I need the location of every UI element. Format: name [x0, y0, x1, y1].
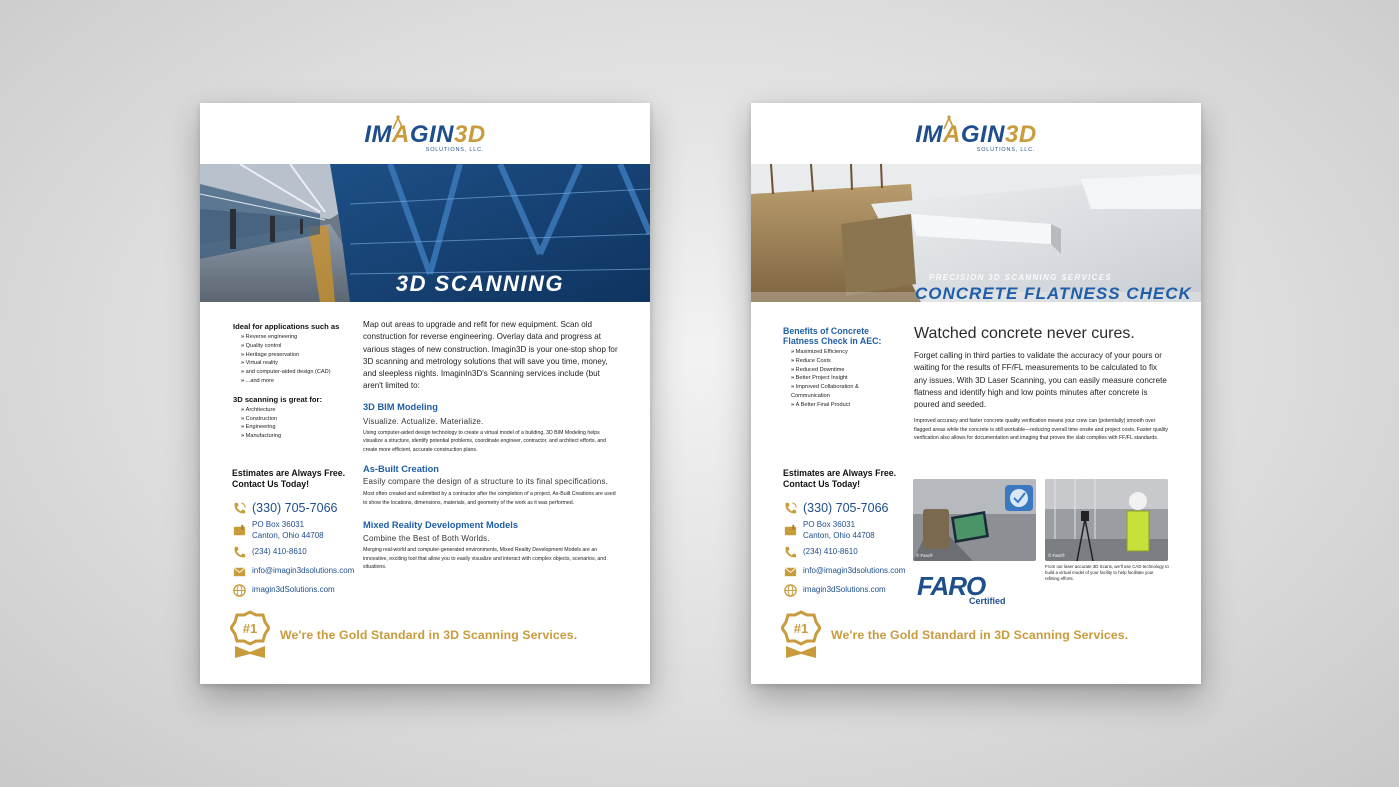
- site-scan-photo: [1045, 479, 1168, 561]
- footer-tagline-bar: [230, 610, 577, 660]
- phone-icon: [232, 545, 247, 560]
- section-subline: Easily compare the design of a structure to its final specifications.: [363, 477, 609, 487]
- flyer-concrete-flatness: [751, 103, 1201, 684]
- contact-address: PO Box 36031 Canton, Ohio 44708: [783, 520, 913, 541]
- list-item: » Improved Collaboration & Communication: [791, 383, 861, 401]
- phone-icon: [783, 545, 798, 560]
- tablet-scan-photo: [913, 479, 1036, 561]
- compass-icon: [390, 115, 406, 129]
- great-heading: 3D scanning is great for:: [233, 394, 323, 404]
- contact-phone-main[interactable]: (330) 705-7066: [232, 501, 362, 516]
- brand-logo: IMAGIN3D SOLUTIONS, LLC.: [200, 121, 650, 153]
- photo-tag: © Faro®: [916, 552, 933, 558]
- hero-title: CONCRETE FLATNESS CHECK: [915, 284, 1192, 303]
- section-heading: 3D BIM Modeling: [363, 401, 438, 412]
- globe-icon: [783, 583, 798, 598]
- photo-caption: From our laser accurate 3D Scans, we'll use CAD technology to build a virtual model of your facility to help facilitate your refitting efforts.: [1045, 564, 1169, 582]
- contact-block: [783, 501, 913, 602]
- section-heading: Mixed Reality Development Models: [363, 520, 518, 531]
- footer-tagline: We're the Gold Standard in 3D Scanning Services.: [280, 628, 578, 642]
- globe-icon: [232, 583, 247, 598]
- hero-kicker: PRECISION 3D SCANNING SERVICES: [929, 273, 1113, 282]
- list-item: » Reduced Downtime: [791, 366, 903, 375]
- list-item: » Architecture: [241, 406, 353, 415]
- contact-phone-alt[interactable]: (234) 410-8610: [783, 545, 913, 560]
- list-item: » ...and more: [241, 377, 353, 386]
- list-item: » Reverse engineering: [241, 333, 353, 342]
- section-body: Merging real-world and computer-generated environments, Mixed Reality Development Models are an innovative, exciting tool that allow you to easily visualize and interact with complex objects, scenarios, and situations.: [363, 547, 607, 571]
- contact-address: PO Box 36031 Canton, Ohio 44708: [232, 520, 362, 541]
- great-list: [241, 406, 353, 441]
- faro-certified-logo: FARO Certified: [917, 571, 1006, 606]
- section-body: Using computer-aided design technology to create a virtual model of a building, 3D BIM Modeling helps visualize a structure, identify potential problems, coordinate engineer, contractor, and architect efforts, and create more efficient, accurate construction plans.: [363, 429, 606, 453]
- mailbox-icon: [783, 523, 798, 538]
- footer-tagline: We're the Gold Standard in 3D Scanning Services.: [831, 628, 1129, 642]
- photo-tag: © Faro®: [1048, 552, 1065, 558]
- ribbon-badge-icon: [230, 610, 270, 660]
- list-item: » Reduce Costs: [791, 357, 903, 366]
- phone-icon: [783, 501, 798, 516]
- benefits-list: [791, 348, 903, 410]
- svg-text:#1: #1: [793, 621, 809, 636]
- envelope-icon: [232, 564, 247, 579]
- mailbox-icon: [232, 523, 247, 538]
- applications-sidebar: [233, 322, 353, 441]
- svg-text:#1: #1: [242, 621, 258, 636]
- footer-tagline-bar: [781, 610, 1128, 660]
- list-item: » Maximized Efficiency: [791, 348, 903, 357]
- list-item: » Better Project Insight: [791, 374, 903, 383]
- contact-phone-alt[interactable]: (234) 410-8610: [232, 545, 362, 560]
- section-body: Most often created and submitted by a contractor after the completion of a project, As-Built Creations are used to show the locations, dimensions, materials, and geometry of the work as it was performed.: [363, 491, 616, 506]
- hero-title: 3D SCANNING: [395, 271, 564, 296]
- main-column: [914, 325, 1172, 443]
- contact-website[interactable]: imagin3dSolutions.com: [232, 583, 362, 598]
- estimates-callout: Estimates are Always Free. Contact Us Today!: [232, 468, 346, 489]
- list-item: » Manufacturing: [241, 432, 353, 441]
- brand-logo: IMAGIN3D SOLUTIONS, LLC.: [751, 121, 1201, 153]
- ribbon-badge-icon: [781, 610, 821, 660]
- hero-banner: [751, 164, 1201, 302]
- contact-email[interactable]: info@imagin3dsolutions.com: [232, 564, 362, 579]
- section-heading: As-Built Creation: [363, 464, 439, 475]
- list-item: » Virtual reality: [241, 359, 353, 368]
- compass-icon: [941, 115, 957, 129]
- contact-website[interactable]: imagin3dSolutions.com: [783, 583, 913, 598]
- quote-headline: Watched concrete never cures.: [914, 325, 1135, 342]
- section-subline: Visualize. Actualize. Materialize.: [363, 416, 484, 426]
- envelope-icon: [783, 564, 798, 579]
- section-subline: Combine the Best of Both Worlds.: [363, 534, 490, 544]
- list-item: » and computer-aided design (CAD): [241, 368, 353, 377]
- list-item: » Quality control: [241, 342, 353, 351]
- intro-paragraph: Forget calling in third parties to validate the accuracy of your pours or waiting for the results of FF/FL measurements to be calculated to fix any issues. With 3D Laser Scanning, you can easily measure concrete flatness and identify high and low points minutes after concrete is poured and seeded.: [914, 351, 1167, 410]
- main-column: [363, 319, 619, 572]
- list-item: » Engineering: [241, 423, 353, 432]
- phone-icon: [232, 501, 247, 516]
- list-item: » A Better Final Product: [791, 401, 903, 410]
- list-item: » Heritage preservation: [241, 351, 353, 360]
- contact-phone-main[interactable]: (330) 705-7066: [783, 501, 913, 516]
- contact-block: [232, 501, 362, 602]
- flyer-3d-scanning: [200, 103, 650, 684]
- ideal-heading: Ideal for applications such as: [233, 322, 340, 331]
- benefits-sidebar: [783, 326, 903, 410]
- benefits-heading: Benefits of Concrete Flatness Check in AEC:: [783, 326, 882, 346]
- hero-banner: [200, 164, 650, 302]
- detail-paragraph: Improved accuracy and faster concrete quality verification means your crew can (potentially) smooth over flagged areas while the concrete is still workable—reducing overall time onsite and project costs. Faster quality verification also allows for documentation and imaging that proves the slab complies with FF/FL standards.: [914, 418, 1169, 442]
- estimates-callout: Estimates are Always Free. Contact Us Today!: [783, 468, 897, 489]
- list-item: » Construction: [241, 415, 353, 424]
- contact-email[interactable]: info@imagin3dsolutions.com: [783, 564, 913, 579]
- ideal-list: [241, 333, 353, 386]
- intro-paragraph: Map out areas to upgrade and refit for new equipment. Scan old construction for reverse engineering. Overlay data and progress at various stages of new construction. Imagin3D is your one-stop shop for 3D scanning and metrology solutions that will save you time, money, and sleepless nights. ImaginIn3D's Scanning services include (but aren't limited to:: [363, 320, 618, 391]
